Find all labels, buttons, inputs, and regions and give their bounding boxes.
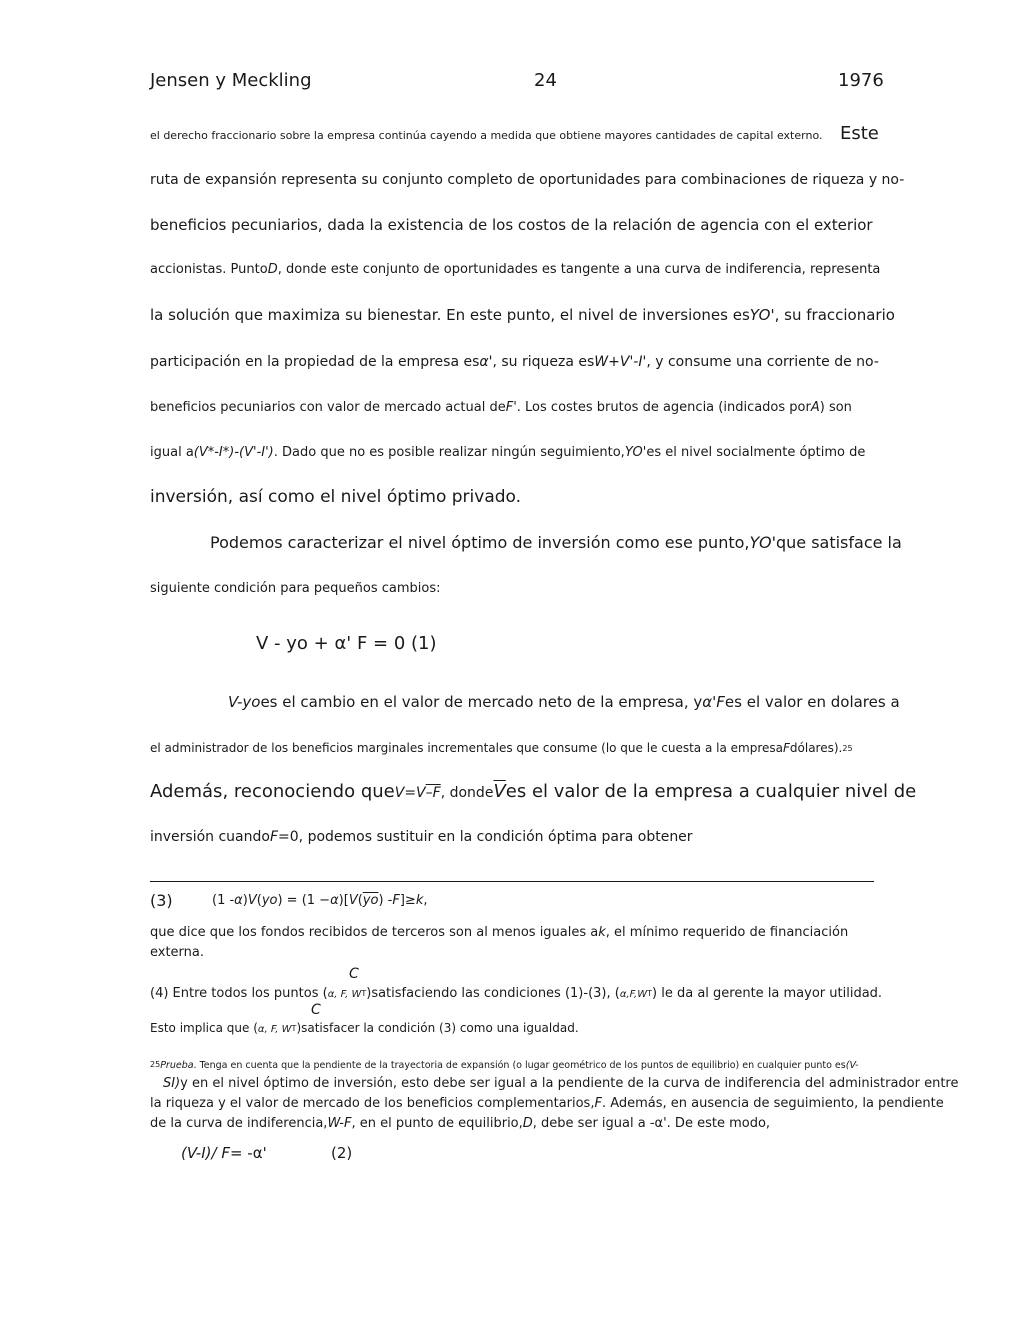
text: . Los costes brutos de agencia (indicados por xyxy=(516,400,811,415)
text: el administrador de los beneficios marginales incrementales que consume (lo que le cuesta a la empresa xyxy=(150,741,783,755)
text: que satisface la xyxy=(775,533,902,552)
body-line-1-end: Este xyxy=(840,123,879,144)
math-var: F' xyxy=(505,400,517,415)
text: Además, reconociendo que xyxy=(150,781,395,802)
math-var: α' xyxy=(479,354,493,370)
text: Esto implica que ( xyxy=(150,1021,258,1035)
text: es el nivel socialmente óptimo de xyxy=(646,445,866,460)
math-var: F xyxy=(269,829,279,845)
text: , debe ser igual a -α'. De este modo, xyxy=(532,1116,771,1131)
math-sub: T xyxy=(647,989,653,998)
body-line-10 xyxy=(210,533,902,552)
math-var: F xyxy=(594,1096,602,1111)
text: Prueba xyxy=(160,1060,194,1071)
text: . Dado que no es posible realizar ningún seguimiento, xyxy=(273,445,625,460)
footnote-ref: 25 xyxy=(842,744,853,753)
section-divider xyxy=(150,881,874,882)
equation-2 xyxy=(181,1144,267,1162)
text: inversión cuando xyxy=(150,829,270,845)
text: . Además, en ausencia de seguimiento, la pendiente xyxy=(601,1096,944,1111)
text: ) le da al gerente la mayor utilidad. xyxy=(652,986,883,1001)
text: , donde xyxy=(440,785,494,801)
math-var: α, F, W xyxy=(257,1024,292,1035)
math-var: SI) xyxy=(163,1076,181,1091)
math-var: YO' xyxy=(749,306,775,324)
math-var: α,F,W xyxy=(619,989,648,1000)
running-header-authors: Jensen y Meckling xyxy=(150,70,312,91)
body-line-3: beneficios pecuniarios, dada la existencia de los costos de la relación de agencia con el exterior xyxy=(150,216,873,234)
text: , en el punto de equilibrio, xyxy=(351,1116,523,1131)
math-var: W+V'-I' xyxy=(594,354,647,370)
text: dólares). xyxy=(789,741,843,755)
text: , xyxy=(423,893,428,908)
text: es el valor de la empresa a cualquier nivel de xyxy=(505,781,917,802)
condition-4 xyxy=(150,986,882,1001)
math-var: YO' xyxy=(624,445,647,460)
page-number: 24 xyxy=(534,70,557,91)
text: participación en la propiedad de la empresa es xyxy=(150,354,480,370)
math-var: V xyxy=(247,893,257,908)
text: igual a xyxy=(150,445,194,460)
body-line-11: siguiente condición para pequeños cambios: xyxy=(150,581,441,596)
math-var: W-F xyxy=(327,1116,352,1131)
text: es el cambio en el valor de mercado neto de la empresa, y xyxy=(260,693,703,711)
math-var: –F xyxy=(425,785,441,801)
footnote-line-1 xyxy=(150,1060,859,1071)
text: ) xyxy=(242,893,248,908)
math-var: k xyxy=(598,925,606,940)
math-var: D xyxy=(267,262,278,277)
text: = -α' xyxy=(229,1144,267,1162)
text: =0, podemos sustituir en la condición óptima para obtener xyxy=(278,829,693,845)
text: ) = (1 − xyxy=(277,893,331,908)
footnote-line-4 xyxy=(150,1116,770,1131)
optimum-mark: C xyxy=(311,1002,321,1018)
math-var: V xyxy=(348,893,358,908)
condition-3-desc-line-1 xyxy=(150,925,848,940)
text: Podemos caracterizar el nivel óptimo de inversión como ese punto, xyxy=(210,533,750,552)
math-var: (V-I)/ F xyxy=(181,1144,230,1162)
text: ) - xyxy=(378,893,393,908)
math-var: $\overline{V}$ xyxy=(493,781,506,802)
math-var: YO' xyxy=(749,533,776,552)
body-line-7 xyxy=(150,400,852,415)
body-line-2: ruta de expansión representa su conjunto completo de oportunidades para combinaciones de riqueza y no- xyxy=(150,172,905,188)
math-var: α, F, W xyxy=(327,989,362,1000)
body-line-13 xyxy=(150,741,853,755)
text: y en el nivel óptimo de inversión, esto debe ser igual a la pendiente de la curva de indiferencia del administrador entre xyxy=(180,1076,959,1091)
text: , donde este conjunto de oportunidades es tangente a una curva de indiferencia, representa xyxy=(277,262,881,277)
text: es el valor en dolares a xyxy=(724,693,900,711)
text: accionistas. Punto xyxy=(150,262,268,277)
math-var: k xyxy=(415,893,424,908)
condition-4-implication xyxy=(150,1021,579,1035)
math-var: $\overline{yo}$ xyxy=(362,893,379,908)
text: , su riqueza es xyxy=(492,354,595,370)
body-line-1: el derecho fraccionario sobre la empresa continúa cayendo a medida que obtiene mayores cantidades de capital externo. xyxy=(150,129,823,142)
condition-3-equation xyxy=(212,893,427,908)
text: )satisfaciendo las condiciones (1)-(3), ( xyxy=(366,986,620,1001)
math-sub: T xyxy=(361,989,367,998)
math-sub: T xyxy=(291,1024,297,1033)
text: )[ xyxy=(338,893,349,908)
math-var: α xyxy=(330,893,339,908)
body-line-14 xyxy=(150,781,916,802)
text: ( xyxy=(256,893,262,908)
text: (1 - xyxy=(212,893,235,908)
body-line-8 xyxy=(150,445,865,460)
text: ) son xyxy=(819,400,852,415)
math-var: yo xyxy=(261,893,278,908)
math-var: F xyxy=(783,741,790,755)
math-var: F xyxy=(392,893,400,908)
text: ( xyxy=(357,893,363,908)
body-line-15 xyxy=(150,829,693,845)
footnote-line-2 xyxy=(163,1076,958,1091)
math-var: V=V xyxy=(394,785,426,801)
text: ]≥ xyxy=(399,893,416,908)
text: . Tenga en cuenta que la pendiente de la trayectoria de expansión (o lugar geométrico de los puntos de equilibrio) en cualquier punto es xyxy=(193,1060,846,1071)
footnote-line-3 xyxy=(150,1096,944,1111)
condition-3-desc-line-2: externa. xyxy=(150,945,205,960)
footnote-number: 25 xyxy=(150,1060,161,1069)
text: (4) Entre todos los puntos ( xyxy=(150,986,328,1001)
body-line-4 xyxy=(150,262,880,277)
text: , su fraccionario xyxy=(774,306,895,324)
math-var: α xyxy=(234,893,243,908)
text: la riqueza y el valor de mercado de los beneficios complementarios, xyxy=(150,1096,595,1111)
equation-1: V - yo + α' F = 0 (1) xyxy=(256,633,437,654)
math-var: D xyxy=(522,1116,533,1131)
text: , el mínimo requerido de financiación xyxy=(605,925,849,940)
body-line-6 xyxy=(150,354,879,370)
header-year: 1976 xyxy=(838,70,884,91)
condition-3-label: (3) xyxy=(150,891,173,910)
math-var: α'F xyxy=(702,693,725,711)
text: que dice que los fondos recibidos de terceros son al menos iguales a xyxy=(150,925,599,940)
text: la solución que maximiza su bienestar. En este punto, el nivel de inversiones es xyxy=(150,306,750,324)
math-var: (V*-I*)-(V'-I') xyxy=(193,445,274,460)
math-var: (V- xyxy=(845,1060,859,1071)
equation-2-number: (2) xyxy=(331,1144,353,1162)
body-line-5 xyxy=(150,306,895,324)
body-line-9: inversión, así como el nivel óptimo privado. xyxy=(150,487,522,507)
text: )satisfacer la condición (3) como una igualdad. xyxy=(296,1021,579,1035)
text: de la curva de indiferencia, xyxy=(150,1116,328,1131)
body-line-12 xyxy=(228,693,900,711)
math-var: V-yo xyxy=(228,693,261,711)
text: beneficios pecuniarios con valor de mercado actual de xyxy=(150,400,506,415)
text: , y consume una corriente de no- xyxy=(646,354,879,370)
math-var: A xyxy=(810,400,820,415)
optimum-mark: C xyxy=(349,966,359,982)
